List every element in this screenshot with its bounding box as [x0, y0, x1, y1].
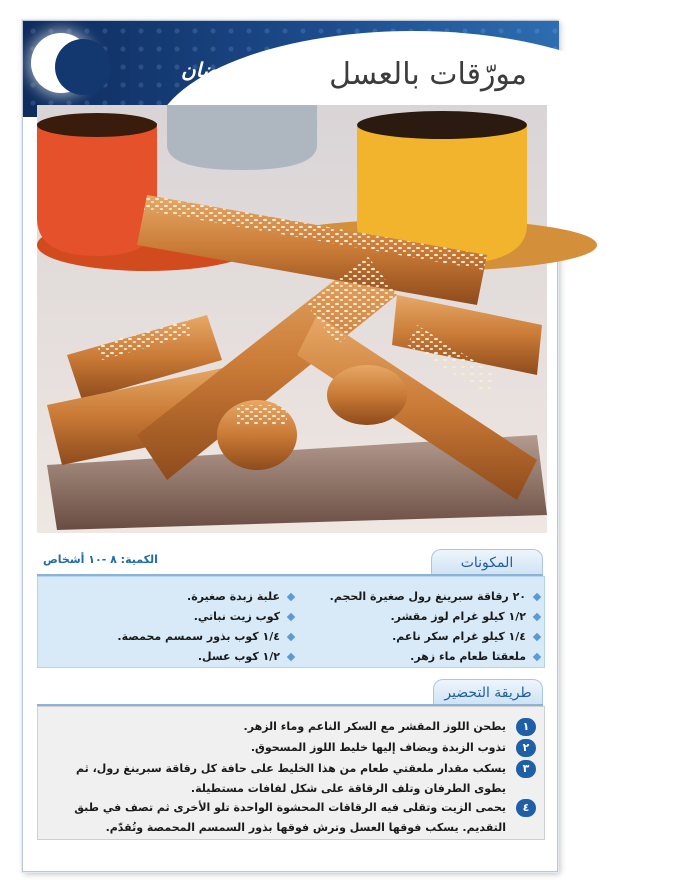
step-text: تذوب الزبدة ويضاف إليها خليط اللوز المسحوق. [250, 741, 506, 754]
ingredients-section-title: المكونات [431, 549, 543, 575]
ingredient-item [300, 607, 540, 627]
ingredient-text: كوب زيت نباتي. [193, 610, 280, 623]
ingredients-box [37, 576, 545, 668]
ingredients-column-left [54, 587, 294, 667]
quantity-label: الكمية: ٨ -١٠ أشخاص [43, 553, 158, 566]
recipe-title: مورّقات بالعسل [329, 57, 527, 92]
ingredient-item [54, 607, 294, 627]
ingredient-item [54, 627, 294, 647]
ingredients-column-right [300, 587, 540, 667]
step-text: يطحن اللوز المقشر مع السكر الناعم وماء الزهر. [243, 720, 506, 733]
ingredient-item [300, 627, 540, 647]
method-step [46, 738, 536, 758]
bullet-icon [533, 633, 541, 641]
step-text: يسكب مقدار ملعقتي طعام من هذا الخليط على حافة كل رقاقة سبرينغ رول، ثم يطوى الطرفان وتلف الرقاقة على شكل لفافات مستطيلة. [76, 762, 506, 795]
ingredient-text: ١/٢ كوب عسل. [197, 650, 280, 663]
header-banner [23, 21, 559, 117]
ingredient-text: علبة زبدة صغيرة. [187, 590, 280, 603]
ingredient-text: ١/٤ كوب بذور سمسم محمصة. [117, 630, 280, 643]
ingredient-text: ملعقتا طعام ماء زهر. [410, 650, 526, 663]
method-step [46, 717, 536, 737]
bullet-icon [287, 653, 295, 661]
ingredient-text: ٢٠ رقاقة سبرينغ رول صغيرة الحجم. [329, 590, 526, 603]
step-number: ١ [516, 718, 536, 736]
method-section-title: طريقة التحضير [433, 679, 543, 705]
step-number: ٢ [516, 739, 536, 757]
recipe-photo [37, 105, 547, 533]
ingredient-item [54, 587, 294, 607]
bullet-icon [533, 613, 541, 621]
bullet-icon [287, 593, 295, 601]
bullet-icon [287, 613, 295, 621]
ingredient-text: ١/٤ كيلو غرام سكر ناعم. [392, 630, 526, 643]
ingredient-item [300, 647, 540, 667]
atayeb-ramadan-logo [69, 41, 300, 93]
ingredient-item [54, 647, 294, 667]
method-box [37, 706, 545, 840]
step-number: ٣ [516, 760, 536, 778]
ingredient-item [300, 587, 540, 607]
honey-rolls-image [37, 105, 547, 533]
recipe-card [22, 20, 558, 872]
step-number: ٤ [516, 799, 536, 817]
method-step [46, 759, 536, 799]
ingredient-text: ١/٢ كيلو غرام لوز مقشر. [390, 610, 526, 623]
bullet-icon [287, 633, 295, 641]
step-text: يحمى الزيت وتقلى فيه الرقاقات المحشوة الواحدة تلو الأخرى ثم تصف في طبق التقديم. يسكب فوقها العسل وترش فوقها بذور السمسم المحمصة وتُقدّم. [74, 801, 506, 834]
method-step [46, 798, 536, 838]
logo-text: أطايب رمضان [181, 58, 300, 82]
bullet-icon [533, 653, 541, 661]
bullet-icon [533, 593, 541, 601]
